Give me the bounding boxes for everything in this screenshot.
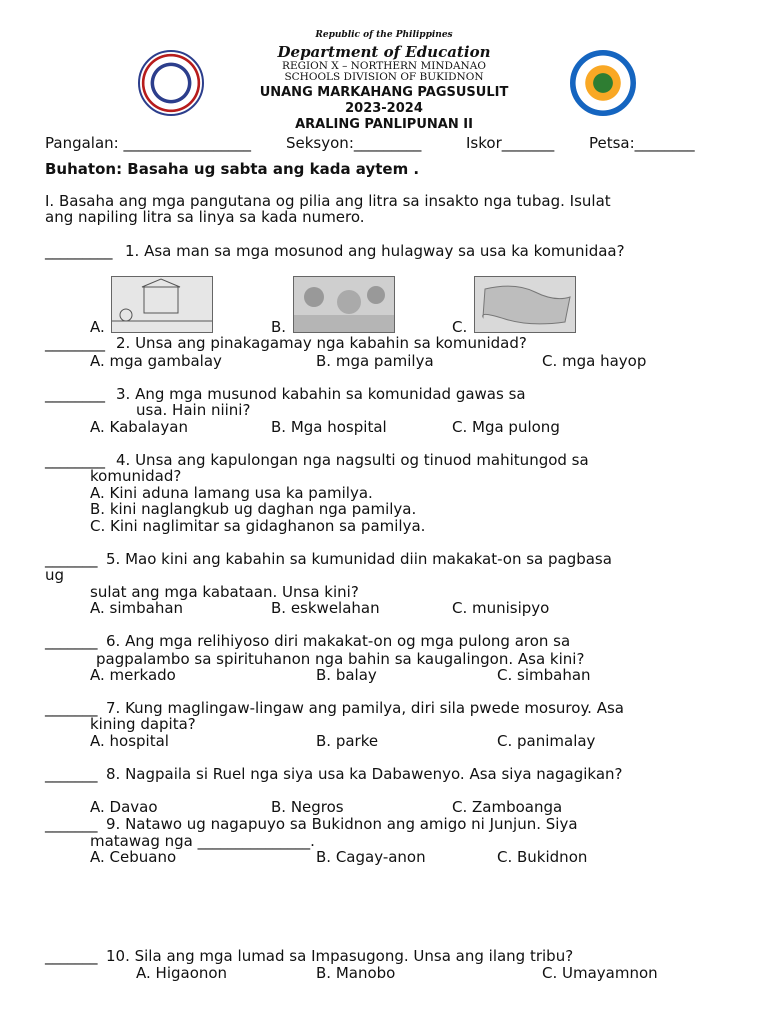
- question-text: kining dapita?: [90, 715, 196, 733]
- question-text: 6. Ang mga relihiyoso diri makakat-on og mga pulong aron sa: [106, 632, 571, 650]
- choice-c[interactable]: C.: [452, 318, 468, 336]
- section-field[interactable]: Seksyon:_________: [286, 134, 422, 152]
- question-text: 9. Natawo ug nagapuyo sa Bukidnon ang amigo ni Junjun. Siya: [106, 815, 578, 833]
- question-text: ug: [45, 566, 65, 584]
- choice-c[interactable]: C. simbahan: [497, 666, 591, 684]
- community-picture[interactable]: [111, 276, 213, 333]
- school-year: 2023-2024: [345, 101, 423, 116]
- part1-line1: I. Basaha ang mga pangutana og pilia ang litra sa insakto nga tubag. Isulat: [45, 192, 611, 210]
- choice-a[interactable]: A. mga gambalay: [90, 352, 222, 370]
- choice-c[interactable]: C. panimalay: [497, 732, 596, 750]
- question-text: 8. Nagpaila si Ruel nga siya usa ka Dabawenyo. Asa siya nagagikan?: [106, 765, 623, 783]
- part1-line2: ang napiling litra sa linya sa kada numero.: [45, 208, 365, 226]
- date-field[interactable]: Petsa:________: [589, 134, 695, 152]
- choice-b[interactable]: B. balay: [316, 666, 377, 684]
- instruction: Buhaton: Basaha ug sabta ang kada aytem .: [45, 160, 420, 178]
- choice-c[interactable]: C. Mga pulong: [452, 418, 560, 436]
- answer-blank[interactable]: _______: [45, 815, 98, 833]
- question-text: 7. Kung maglingaw-lingaw ang pamilya, diri sila pwede mosuroy. Asa: [106, 699, 624, 717]
- question-text: usa. Hain niini?: [136, 401, 251, 419]
- choice-b[interactable]: B. kini naglangkub ug daghan nga pamilya.: [90, 500, 417, 518]
- choice-b[interactable]: B. Negros: [271, 798, 344, 816]
- choice-a[interactable]: A. Kini aduna lamang usa ka pamilya.: [90, 484, 373, 502]
- choice-b[interactable]: B. parke: [316, 732, 379, 750]
- name-field[interactable]: Pangalan: _________________: [45, 134, 251, 152]
- choice-a[interactable]: A. Cebuano: [90, 848, 177, 866]
- choice-c[interactable]: C. mga hayop: [542, 352, 647, 370]
- question-text: 1. Asa man sa mga mosunod ang hulagway sa usa ka komunidaa?: [125, 242, 625, 260]
- question-text: 4. Unsa ang kapulongan nga nagsulti og tinuod mahitungod sa: [116, 451, 589, 469]
- choice-c[interactable]: C. Umayamnon: [542, 964, 658, 982]
- choice-a[interactable]: A.: [90, 318, 105, 336]
- choice-a[interactable]: A. simbahan: [90, 599, 184, 617]
- exam-title: UNANG MARKAHANG PAGSUSULIT: [259, 85, 509, 100]
- question-text: 3. Ang mga musunod kabahin sa komunidad gawas sa: [116, 385, 526, 403]
- question-text: sulat ang mga kabataan. Unsa kini?: [90, 583, 359, 601]
- answer-blank[interactable]: _______: [45, 632, 98, 650]
- choice-a[interactable]: A. Kabalayan: [90, 418, 188, 436]
- question-text: 10. Sila ang mga lumad sa Impasugong. Unsa ang ilang tribu?: [106, 947, 574, 965]
- choice-c[interactable]: C. Bukidnon: [497, 848, 588, 866]
- question-text: 2. Unsa ang pinakagamay nga kabahin sa komunidad?: [116, 334, 527, 352]
- choice-a[interactable]: A. Higaonon: [136, 964, 228, 982]
- answer-blank[interactable]: _______: [45, 947, 98, 965]
- crowd-picture[interactable]: [293, 276, 395, 333]
- choice-b[interactable]: B. eskwelahan: [271, 599, 380, 617]
- choice-b[interactable]: B. mga pamilya: [316, 352, 434, 370]
- choice-b[interactable]: B.: [271, 318, 287, 336]
- answer-blank[interactable]: ________: [45, 334, 105, 352]
- choice-a[interactable]: A. Davao: [90, 798, 158, 816]
- choice-b[interactable]: B. Manobo: [316, 964, 396, 982]
- answer-blank[interactable]: _______: [45, 765, 98, 783]
- choice-a[interactable]: A. merkado: [90, 666, 176, 684]
- choice-c[interactable]: C. munisipyo: [452, 599, 550, 617]
- map-picture[interactable]: [474, 276, 576, 333]
- answer-blank[interactable]: ________: [45, 385, 105, 403]
- score-field[interactable]: Iskor_______: [466, 134, 555, 152]
- choice-b[interactable]: B. Cagay-anon: [316, 848, 426, 866]
- choice-c[interactable]: C. Zamboanga: [452, 798, 563, 816]
- answer-blank[interactable]: _______: [45, 699, 98, 717]
- choice-c[interactable]: C. Kini naglimitar sa gidaghanon sa pamilya.: [90, 517, 426, 535]
- choice-b[interactable]: B. Mga hospital: [271, 418, 387, 436]
- question-text: komunidad?: [90, 467, 182, 485]
- answer-blank[interactable]: ________: [45, 451, 105, 469]
- division-label: SCHOOLS DIVISION OF BUKIDNON: [284, 71, 484, 83]
- question-text: pagpalambo sa spirituhanon nga bahin sa kaugalingon. Asa kini?: [96, 650, 585, 668]
- answer-blank[interactable]: _________: [45, 242, 113, 260]
- choice-a[interactable]: A. hospital: [90, 732, 169, 750]
- republic-label: Republic of the Philippines: [315, 30, 453, 40]
- subject-title: ARALING PANLIPUNAN II: [295, 117, 473, 132]
- question-text: 5. Mao kini ang kabahin sa kumunidad diin makakat-on sa pagbasa: [106, 550, 612, 568]
- region-label: REGION X – NORTHERN MINDANAO: [282, 60, 486, 72]
- department-title: Department of Education: [277, 43, 491, 61]
- answer-blank[interactable]: _______: [45, 550, 98, 568]
- question-text: matawag nga _______________.: [90, 832, 315, 850]
